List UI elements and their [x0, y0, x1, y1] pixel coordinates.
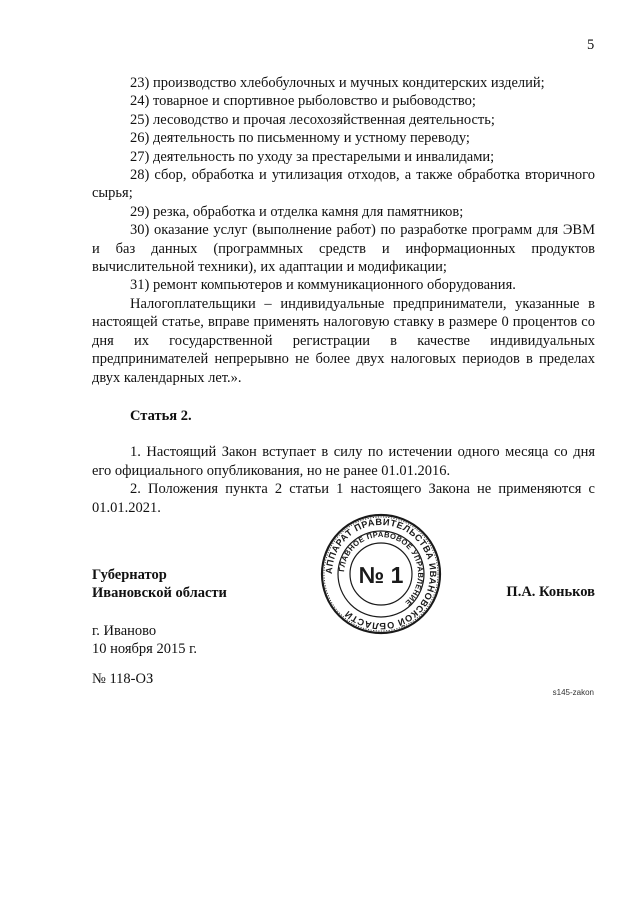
- list-item: 28) сбор, обработка и утилизация отходов, а также обработка вторичного сырья;: [92, 167, 595, 202]
- list-item: 30) оказание услуг (выполнение работ) по разработке программ для ЭВМ и баз данных (программных средств и информационных продуктов вычислительной техники), их адаптации и модификации;: [92, 222, 595, 276]
- document-body: [92, 74, 595, 517]
- place-and-date: [92, 622, 197, 658]
- law-number: № 118-ОЗ: [92, 671, 154, 687]
- file-code: s145-zakon: [552, 688, 594, 697]
- stamp-number: № 1: [358, 562, 404, 588]
- list-item: 29) резка, обработка и отделка камня для памятников;: [130, 203, 464, 220]
- stamp-graphic: [319, 512, 443, 636]
- place: г. Иваново: [92, 623, 157, 639]
- list-item: 27) деятельность по уходу за престарелыми и инвалидами;: [130, 148, 495, 165]
- list-item: 23) производство хлебобулочных и мучных кондитерских изделий;: [130, 75, 545, 91]
- stamp-outer-text: АППАРАТ ПРАВИТЕЛЬСТВА ИВАНОВСКОЙ ОБЛАСТИ: [323, 516, 439, 632]
- page-number: 5: [587, 37, 595, 53]
- article-2-paragraph-2: 2. Положения пункта 2 статьи 1 настоящего Закона не применяются с 01.01.2021.: [92, 481, 595, 516]
- tax-rate-paragraph: Налогоплательщики – индивидуальные предприниматели, указанные в настоящей статье, вправе применять налоговую ставку в размере 0 процентов со дня их государственной регистрации в качестве индивидуальных предпринимателей непрерывно не более двух налоговых периодов в пределах двух календарных лет.».: [92, 295, 595, 386]
- list-item: 25) лесоводство и прочая лесохозяйственная деятельность;: [130, 111, 495, 128]
- signatory-name: П.А. Коньков: [506, 584, 595, 600]
- article-2-heading: Статья 2.: [130, 407, 192, 424]
- list-item: 31) ремонт компьютеров и коммуникационного оборудования.: [130, 277, 516, 294]
- stamp-inner-text: ГЛАВНОЕ ПРАВОВОЕ УПРАВЛЕНИЕ: [337, 529, 426, 608]
- list-item: 24) товарное и спортивное рыболовство и рыбоводство;: [130, 93, 476, 110]
- signature-title-line-1: Губернатор: [92, 567, 167, 583]
- list-item: 26) деятельность по письменному и устному переводу;: [130, 130, 470, 147]
- signature-title: [92, 566, 227, 602]
- official-stamp: [319, 512, 443, 636]
- date: 10 ноября 2015 г.: [92, 641, 198, 657]
- article-2-paragraph-1: 1. Настоящий Закон вступает в силу по истечении одного месяца со дня его официального опубликования, но не ранее 01.01.2016.: [92, 444, 595, 479]
- signature-title-line-2: Ивановской области: [92, 585, 227, 601]
